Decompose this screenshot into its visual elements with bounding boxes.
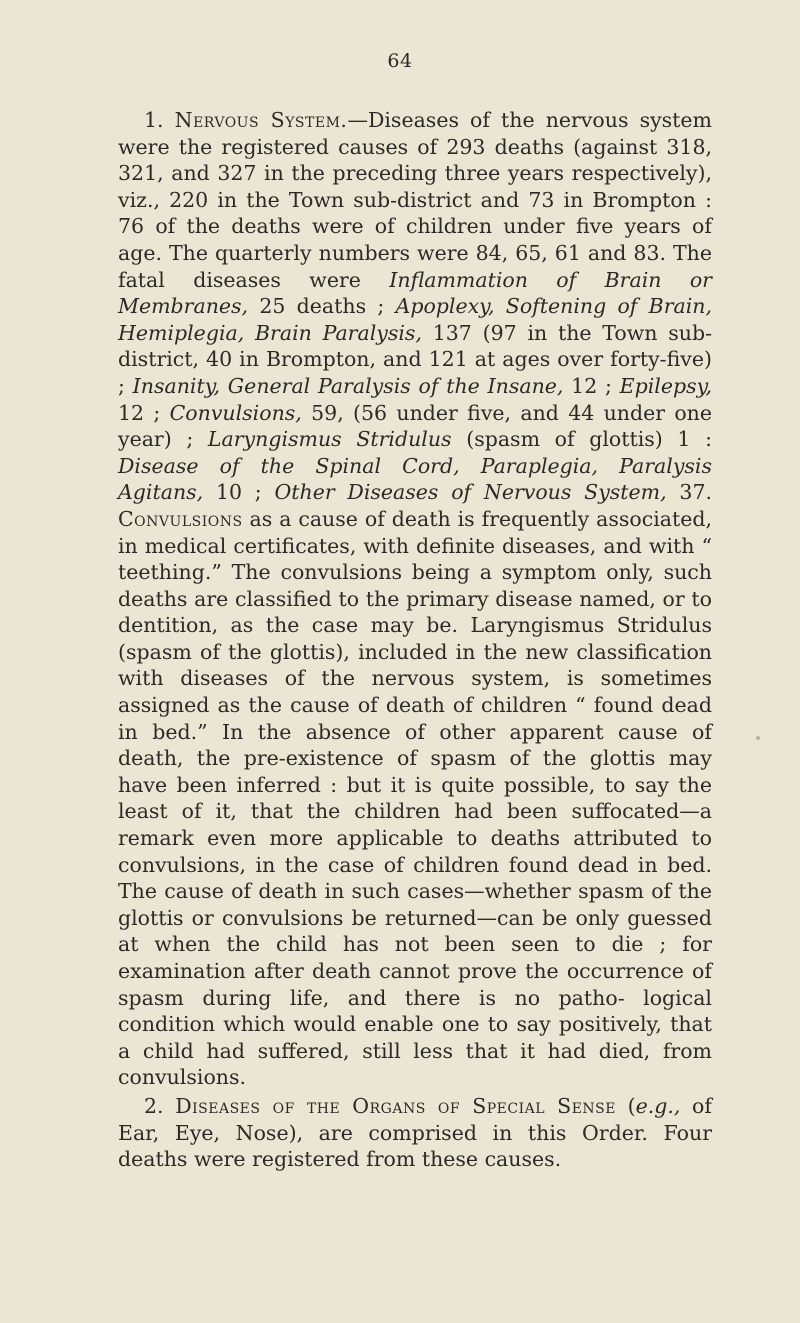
paragraph-nervous-system bbox=[118, 107, 712, 1091]
text-run-smallcaps: Nervous System. bbox=[174, 108, 348, 132]
text-run-normal: 1. bbox=[144, 108, 175, 132]
text-run-normal: 25 deaths ; bbox=[248, 294, 396, 319]
paragraph-special-sense bbox=[118, 1093, 712, 1173]
text-run-italic: Insanity, General Paralysis of the Insane, bbox=[132, 373, 564, 398]
text-run-italic: Inflammation of Brain or Membranes, bbox=[118, 267, 712, 319]
body-text bbox=[118, 107, 712, 1173]
text-run-italic: Other Diseases of Nervous System, bbox=[274, 480, 667, 505]
text-run-italic: Convulsions, bbox=[169, 400, 302, 425]
margin-speck bbox=[756, 736, 760, 740]
text-run-smallcaps: Convulsions bbox=[118, 506, 243, 531]
text-run-normal: 59, (56 under five, and 44 under one year) ; bbox=[118, 400, 713, 452]
text-run-normal: as a cause of death is frequently associated, in medical certificates, with definite diseases, and with “ teething.” The convulsions being a symptom only, such deaths are classified to the primary disease named, or to dentition, as the case may be. Laryngismus Stridulus (spasm of the glottis), included in the new classification with diseases of the nervous system, is sometimes assigned as the cause of death of children “ found dead in bed.” In the absence of other apparent cause of death, the pre-existence of spasm of the glottis may have been inferred : but it is quite possible, to say the least of it, that the children had been suffocated—a remark even more applicable to deaths attributed to convulsions, in the case of children found dead in bed. The cause of death in such cases—whether spasm of the glottis or convulsions be returned—can be only guessed at when the child has not been seen to die ; for examination after death cannot prove the occurrence of spasm during life, and there is no patho- logical condition which would enable one to say positively, that a child had suffered, still less that it had died, from convulsions. bbox=[118, 506, 712, 1090]
text-run-normal: 2. bbox=[144, 1093, 176, 1118]
text-run-italic: Laryngismus Stridulus bbox=[207, 427, 452, 452]
text-run-italic: Disease of the Spinal Cord, Paraplegia, Paralysis Agitans, bbox=[118, 453, 712, 505]
text-run-normal: (spasm of glottis) 1 : bbox=[451, 427, 712, 452]
text-run-italic: Epilepsy, bbox=[619, 373, 712, 398]
text-run-normal: 12 ; bbox=[118, 400, 170, 425]
text-run-normal: 12 ; bbox=[563, 373, 620, 398]
text-run-italic: Apoplexy, Softening of Brain, Hemiplegia, Brain Paralysis, bbox=[118, 294, 712, 345]
text-run-normal: 10 ; bbox=[203, 480, 275, 505]
text-run-normal: of Ear, Eye, Nose), are comprised in this Order. Four deaths were registered from these causes. bbox=[118, 1093, 712, 1172]
page-number: 64 bbox=[387, 50, 413, 72]
text-run-normal: 137 (97 in the Town sub-district, 40 in Brompton, and 121 at ages over forty-five) ; bbox=[118, 320, 712, 398]
text-run-normal: —Diseases of the nervous system were the registered causes of 293 deaths (against 318, 321, and 327 in the preceding three years respectively), viz., 220 in the Town sub-district and 73 in Brompton : 76 of the deaths were of children under five years of age. The quarterly numbers were 84, 65, 61 and 83. The fatal diseases were bbox=[118, 108, 712, 292]
text-run-normal: ( bbox=[616, 1093, 636, 1118]
text-run-italic: e.g., bbox=[635, 1093, 681, 1118]
text-run-normal: 37. bbox=[666, 480, 713, 505]
text-run-smallcaps: Diseases of the Organs of Special Sense bbox=[175, 1093, 616, 1118]
